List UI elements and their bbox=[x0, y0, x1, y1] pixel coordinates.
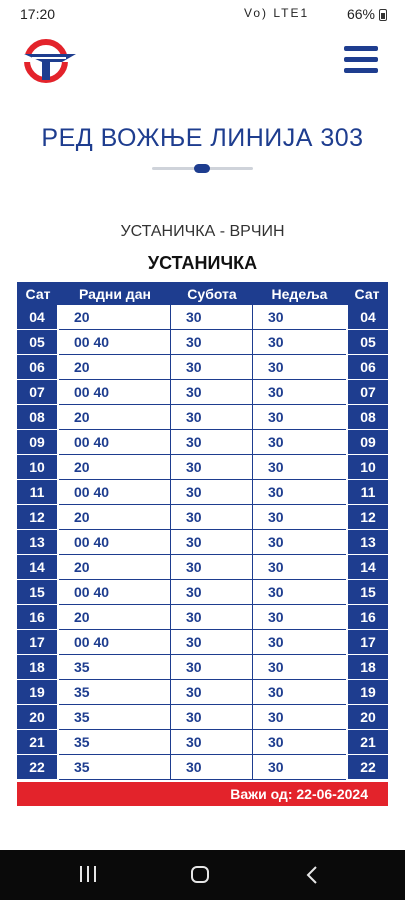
hour-cell-left: 10 bbox=[17, 455, 59, 480]
table-row bbox=[17, 305, 388, 330]
table-row bbox=[17, 455, 388, 480]
table-row bbox=[17, 705, 388, 730]
signal-text: Vo) LTE1 bbox=[244, 6, 310, 20]
direction-name: УСТАНИЧКА bbox=[147, 253, 258, 273]
hour-cell-left: 08 bbox=[17, 405, 59, 430]
table-row bbox=[17, 680, 388, 705]
table-row bbox=[17, 730, 388, 755]
sunday-cell: 30 bbox=[253, 655, 346, 680]
hour-cell-right: 06 bbox=[346, 355, 388, 380]
table-row bbox=[17, 380, 388, 405]
weekday-cell: 35 bbox=[59, 755, 171, 780]
sunday-cell: 30 bbox=[253, 505, 346, 530]
gsp-logo-icon[interactable] bbox=[22, 38, 78, 84]
weekday-cell: 20 bbox=[59, 505, 171, 530]
status-bar bbox=[0, 0, 405, 30]
route-name: УСТАНИЧКА - ВРЧИН bbox=[120, 223, 285, 240]
table-row bbox=[17, 655, 388, 680]
hour-cell-left: 22 bbox=[17, 755, 59, 780]
hour-cell-left: 15 bbox=[17, 580, 59, 605]
weekday-cell: 00 40 bbox=[59, 580, 171, 605]
sunday-cell: 30 bbox=[253, 305, 346, 330]
title-divider-dot bbox=[194, 164, 210, 173]
hour-cell-left: 14 bbox=[17, 555, 59, 580]
weekday-cell: 00 40 bbox=[59, 380, 171, 405]
sunday-cell: 30 bbox=[253, 355, 346, 380]
weekday-cell: 20 bbox=[59, 405, 171, 430]
sunday-cell: 30 bbox=[253, 580, 346, 605]
weekday-cell: 20 bbox=[59, 555, 171, 580]
hour-cell-right: 15 bbox=[346, 580, 388, 605]
saturday-cell: 30 bbox=[171, 505, 253, 530]
table-row bbox=[17, 605, 388, 630]
main-content bbox=[0, 92, 405, 850]
table-row bbox=[17, 580, 388, 605]
valid-from-bar: Важи од: 22-06-2024 bbox=[17, 782, 388, 806]
saturday-cell: 30 bbox=[171, 730, 253, 755]
hour-cell-right: 10 bbox=[346, 455, 388, 480]
sunday-cell: 30 bbox=[253, 680, 346, 705]
back-icon[interactable] bbox=[306, 866, 318, 884]
hour-cell-right: 04 bbox=[346, 305, 388, 330]
header-saturday: Субота bbox=[171, 282, 253, 305]
saturday-cell: 30 bbox=[171, 305, 253, 330]
timetable-header-row bbox=[17, 282, 388, 305]
hour-cell-right: 14 bbox=[346, 555, 388, 580]
hour-cell-left: 11 bbox=[17, 480, 59, 505]
weekday-cell: 35 bbox=[59, 730, 171, 755]
hour-cell-left: 19 bbox=[17, 680, 59, 705]
hour-cell-right: 13 bbox=[346, 530, 388, 555]
hour-cell-left: 04 bbox=[17, 305, 59, 330]
hour-cell-left: 21 bbox=[17, 730, 59, 755]
saturday-cell: 30 bbox=[171, 605, 253, 630]
hour-cell-right: 20 bbox=[346, 705, 388, 730]
sunday-cell: 30 bbox=[253, 430, 346, 455]
hamburger-menu-icon[interactable] bbox=[344, 46, 378, 76]
weekday-cell: 35 bbox=[59, 680, 171, 705]
sunday-cell: 30 bbox=[253, 380, 346, 405]
saturday-cell: 30 bbox=[171, 455, 253, 480]
battery-icon bbox=[379, 9, 387, 21]
home-icon[interactable] bbox=[191, 866, 209, 883]
hour-cell-left: 13 bbox=[17, 530, 59, 555]
sunday-cell: 30 bbox=[253, 530, 346, 555]
table-row bbox=[17, 405, 388, 430]
hour-cell-right: 16 bbox=[346, 605, 388, 630]
sunday-cell: 30 bbox=[253, 455, 346, 480]
header-hour-left: Сат bbox=[17, 282, 59, 305]
header-hour-right: Сат bbox=[346, 282, 388, 305]
saturday-cell: 30 bbox=[171, 355, 253, 380]
hour-cell-right: 05 bbox=[346, 330, 388, 355]
weekday-cell: 20 bbox=[59, 455, 171, 480]
timetable bbox=[17, 282, 388, 780]
weekday-cell: 20 bbox=[59, 305, 171, 330]
header-sunday: Недеља bbox=[253, 282, 346, 305]
saturday-cell: 30 bbox=[171, 680, 253, 705]
battery-percent: 66% bbox=[346, 6, 375, 22]
saturday-cell: 30 bbox=[171, 705, 253, 730]
weekday-cell: 20 bbox=[59, 605, 171, 630]
weekday-cell: 00 40 bbox=[59, 330, 171, 355]
sunday-cell: 30 bbox=[253, 605, 346, 630]
hour-cell-left: 16 bbox=[17, 605, 59, 630]
weekday-cell: 35 bbox=[59, 705, 171, 730]
saturday-cell: 30 bbox=[171, 380, 253, 405]
saturday-cell: 30 bbox=[171, 580, 253, 605]
app-header bbox=[0, 30, 405, 92]
hour-cell-left: 09 bbox=[17, 430, 59, 455]
saturday-cell: 30 bbox=[171, 430, 253, 455]
sunday-cell: 30 bbox=[253, 705, 346, 730]
hour-cell-right: 17 bbox=[346, 630, 388, 655]
saturday-cell: 30 bbox=[171, 630, 253, 655]
table-row bbox=[17, 630, 388, 655]
saturday-cell: 30 bbox=[171, 480, 253, 505]
page-title: РЕД ВОЖЊЕ ЛИНИЈА 303 bbox=[41, 124, 364, 152]
hour-cell-left: 17 bbox=[17, 630, 59, 655]
table-row bbox=[17, 530, 388, 555]
weekday-cell: 00 40 bbox=[59, 530, 171, 555]
weekday-cell: 20 bbox=[59, 355, 171, 380]
table-row bbox=[17, 555, 388, 580]
status-icons bbox=[244, 6, 309, 20]
table-row bbox=[17, 430, 388, 455]
hour-cell-right: 12 bbox=[346, 505, 388, 530]
weekday-cell: 35 bbox=[59, 655, 171, 680]
hour-cell-left: 12 bbox=[17, 505, 59, 530]
recent-apps-icon[interactable] bbox=[78, 866, 98, 884]
sunday-cell: 30 bbox=[253, 555, 346, 580]
hour-cell-right: 18 bbox=[346, 655, 388, 680]
table-row bbox=[17, 330, 388, 355]
table-row bbox=[17, 480, 388, 505]
system-nav-bar bbox=[0, 850, 405, 900]
saturday-cell: 30 bbox=[171, 405, 253, 430]
hour-cell-left: 05 bbox=[17, 330, 59, 355]
hour-cell-right: 08 bbox=[346, 405, 388, 430]
hour-cell-right: 07 bbox=[346, 380, 388, 405]
hour-cell-right: 09 bbox=[346, 430, 388, 455]
table-row bbox=[17, 755, 388, 780]
weekday-cell: 00 40 bbox=[59, 480, 171, 505]
status-time: 17:20 bbox=[20, 6, 56, 22]
hour-cell-right: 11 bbox=[346, 480, 388, 505]
hour-cell-left: 06 bbox=[17, 355, 59, 380]
hour-cell-left: 07 bbox=[17, 380, 59, 405]
saturday-cell: 30 bbox=[171, 555, 253, 580]
hour-cell-left: 20 bbox=[17, 705, 59, 730]
saturday-cell: 30 bbox=[171, 530, 253, 555]
saturday-cell: 30 bbox=[171, 655, 253, 680]
hour-cell-right: 21 bbox=[346, 730, 388, 755]
header-weekday: Радни дан bbox=[59, 282, 171, 305]
table-row bbox=[17, 355, 388, 380]
table-row bbox=[17, 505, 388, 530]
sunday-cell: 30 bbox=[253, 755, 346, 780]
hour-cell-left: 18 bbox=[17, 655, 59, 680]
saturday-cell: 30 bbox=[171, 330, 253, 355]
sunday-cell: 30 bbox=[253, 630, 346, 655]
sunday-cell: 30 bbox=[253, 405, 346, 430]
sunday-cell: 30 bbox=[253, 330, 346, 355]
weekday-cell: 00 40 bbox=[59, 630, 171, 655]
sunday-cell: 30 bbox=[253, 480, 346, 505]
sunday-cell: 30 bbox=[253, 730, 346, 755]
weekday-cell: 00 40 bbox=[59, 430, 171, 455]
saturday-cell: 30 bbox=[171, 755, 253, 780]
hour-cell-right: 22 bbox=[346, 755, 388, 780]
hour-cell-right: 19 bbox=[346, 680, 388, 705]
